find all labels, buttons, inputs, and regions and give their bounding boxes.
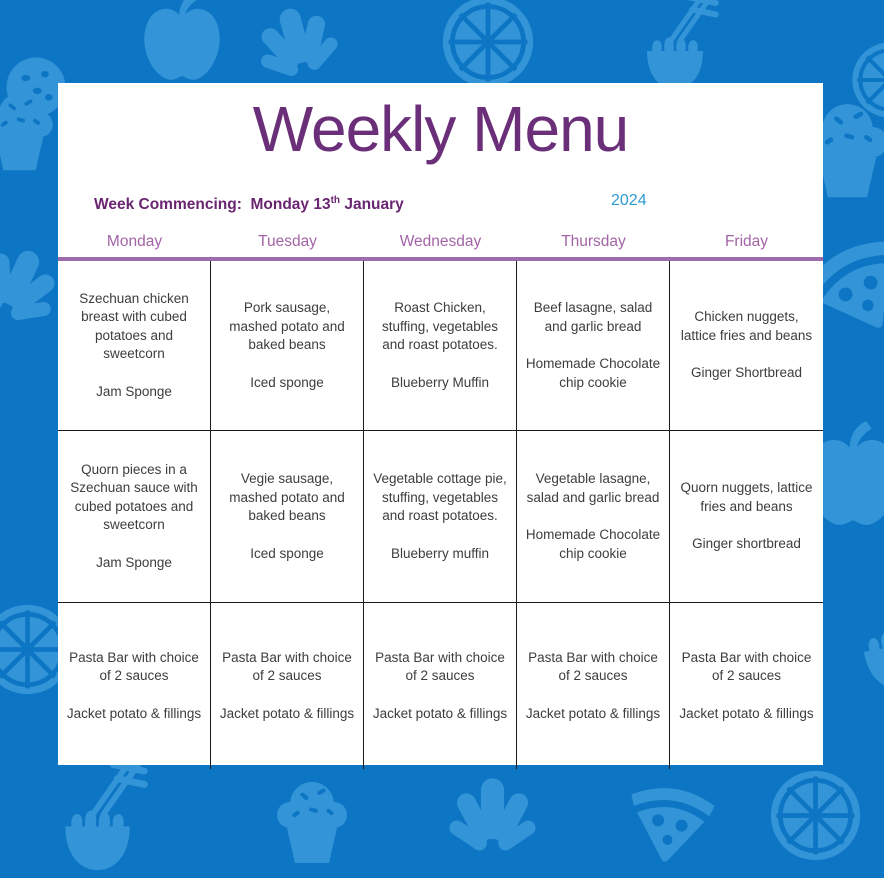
dessert: Jacket potato & fillings: [679, 705, 814, 721]
day-header-friday: Friday: [724, 233, 769, 251]
menu-page: [58, 83, 823, 765]
menu-cell-tuesday-pasta-bar: [211, 603, 364, 769]
citrus-slice-icon: [440, 0, 536, 90]
week-commencing-text: [94, 196, 404, 213]
dessert: Ginger Shortbread: [690, 365, 803, 381]
day-header-thursday: Thursday: [561, 233, 626, 251]
croissant-icon: [440, 770, 545, 875]
main-dish: Roast Chicken, stuffing, vegetables and roast potatoes.: [381, 299, 499, 353]
menu-cell-friday-pasta-bar: [670, 603, 823, 769]
main-dish: Pasta Bar with choice of 2 sauces: [222, 649, 352, 684]
cupcake-icon: [262, 768, 362, 868]
menu-cell-wednesday-meal: [364, 261, 517, 431]
menu-table: [58, 261, 823, 769]
menu-cell-wednesday-vegetarian: [364, 431, 517, 603]
dessert: Ginger shortbread: [692, 536, 801, 552]
menu-cell-thursday-pasta-bar: [517, 603, 670, 769]
menu-cell-friday-vegetarian: [670, 431, 823, 603]
menu-cell-friday-meal: [670, 261, 823, 431]
day-header-row: [58, 232, 823, 252]
main-dish: Pork sausage, mashed potato and baked beans: [229, 299, 345, 353]
week-commencing-prefix: Week Commencing: Monday 13: [94, 196, 331, 214]
main-dish: Szechuan chicken breast with cubed potatoes and sweetcorn: [79, 290, 189, 362]
main-dish: Pasta Bar with choice of 2 sauces: [528, 649, 658, 684]
menu-cell-monday-vegetarian: [58, 431, 211, 603]
week-commencing-suffix: January: [340, 196, 404, 214]
dessert: Jam Sponge: [96, 555, 172, 571]
page-title: Weekly Menu: [252, 93, 629, 165]
main-dish: Vegie sausage, mashed potato and baked beans: [229, 470, 345, 524]
dessert: Jacket potato & fillings: [525, 705, 661, 721]
pizza-slice-icon: [614, 766, 727, 878]
dessert: Jacket potato & fillings: [66, 705, 202, 721]
noodle-bowl-icon: [625, 0, 725, 95]
main-dish: Vegetable cottage pie, stuffing, vegetables and roast potatoes.: [373, 470, 507, 524]
dessert: Iced sponge: [250, 374, 324, 390]
menu-cell-monday-pasta-bar: [58, 603, 211, 769]
main-dish: Vegetable lasagne, salad and garlic bread: [526, 470, 660, 505]
menu-cell-thursday-vegetarian: [517, 431, 670, 603]
dessert: Homemade Chocolate chip cookie: [525, 356, 661, 390]
week-commencing-line: [58, 191, 823, 215]
main-dish: Beef lasagne, salad and garlic bread: [533, 299, 653, 334]
main-dish: Quorn nuggets, lattice fries and beans: [680, 480, 813, 514]
main-dish: Pasta Bar with choice of 2 sauces: [375, 649, 505, 684]
day-header-tuesday: Tuesday: [258, 233, 317, 251]
apple-icon: [136, 0, 228, 84]
dessert: Blueberry muffin: [390, 545, 490, 561]
date-ordinal-superscript: th: [330, 195, 341, 206]
day-header-wednesday: Wednesday: [399, 233, 482, 251]
menu-cell-thursday-meal: [517, 261, 670, 431]
noodle-bowl-icon: [40, 762, 155, 877]
menu-cell-tuesday-meal: [211, 261, 364, 431]
citrus-slice-icon: [768, 768, 863, 863]
dessert: Jacket potato & fillings: [219, 705, 355, 721]
cupcake-icon: [0, 80, 67, 175]
dessert: Iced sponge: [250, 545, 324, 561]
main-dish: Pasta Bar with choice of 2 sauces: [681, 649, 812, 684]
menu-cell-tuesday-vegetarian: [211, 431, 364, 603]
year-text: 2024: [611, 192, 647, 209]
dessert: Blueberry Muffin: [390, 374, 490, 390]
noodle-bowl-icon: [829, 576, 884, 703]
main-dish: Pasta Bar with choice of 2 sauces: [69, 649, 199, 684]
day-header-monday: Monday: [106, 233, 163, 251]
main-dish: Chicken nuggets, lattice fries and beans: [680, 309, 813, 343]
dessert: Homemade Chocolate chip cookie: [525, 527, 661, 561]
dessert: Jam Sponge: [96, 384, 172, 400]
menu-cell-wednesday-pasta-bar: [364, 603, 517, 769]
dessert: Jacket potato & fillings: [372, 705, 508, 721]
menu-cell-monday-meal: [58, 261, 211, 431]
main-dish: Quorn pieces in a Szechuan sauce with cubed potatoes and sweetcorn: [70, 461, 198, 533]
